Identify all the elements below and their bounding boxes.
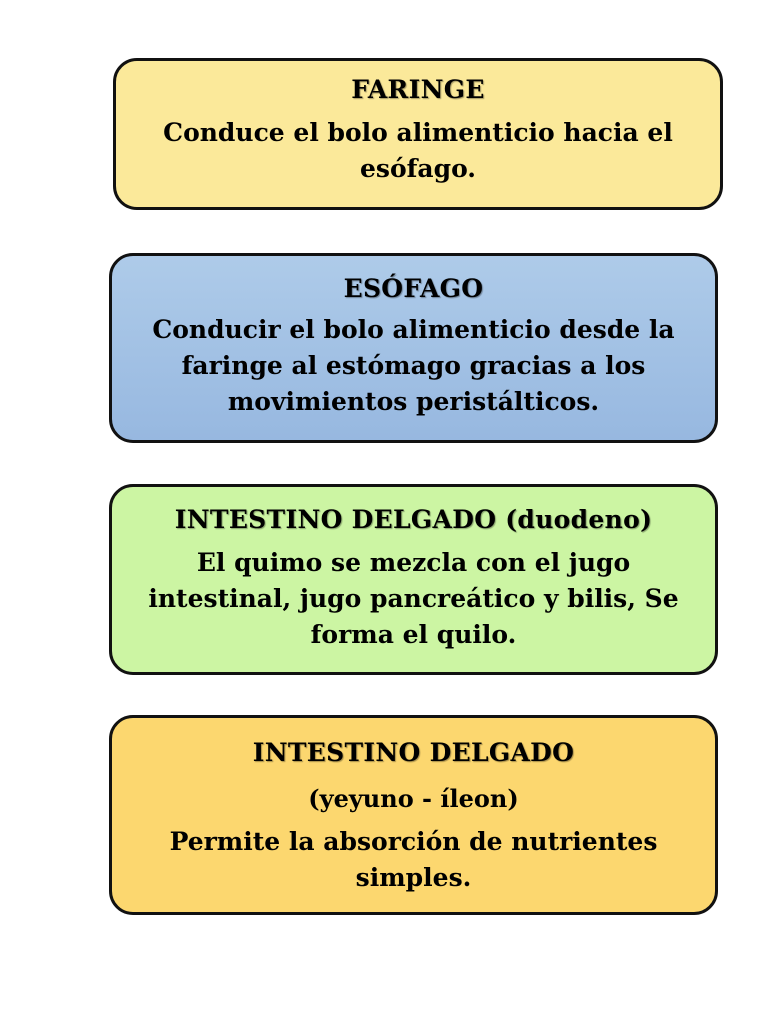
- card-description: Permite la absorción de nutrientes simples.: [169, 827, 658, 892]
- card-subtitle: (yeyuno - íleon): [308, 784, 519, 813]
- card-intestino-delgado-yeyuno-ileon: [109, 715, 718, 915]
- card-title: ESÓFAGO: [343, 274, 484, 303]
- card-faringe: [113, 58, 723, 210]
- card-description: Conduce el bolo alimenticio hacia el esófago.: [163, 118, 673, 183]
- card-title: INTESTINO DELGADO (duodeno): [174, 505, 653, 534]
- card-title: INTESTINO DELGADO: [252, 738, 575, 767]
- card-esofago: [109, 253, 718, 443]
- card-title: FARINGE: [351, 75, 485, 104]
- card-intestino-delgado-duodeno: [109, 484, 718, 675]
- card-description: El quimo se mezcla con el jugo intestinal, jugo pancreático y bilis, Se forma el quilo.: [148, 548, 679, 649]
- card-description: Conducir el bolo alimenticio desde la faringe al estómago gracias a los movimientos peristálticos.: [152, 315, 675, 416]
